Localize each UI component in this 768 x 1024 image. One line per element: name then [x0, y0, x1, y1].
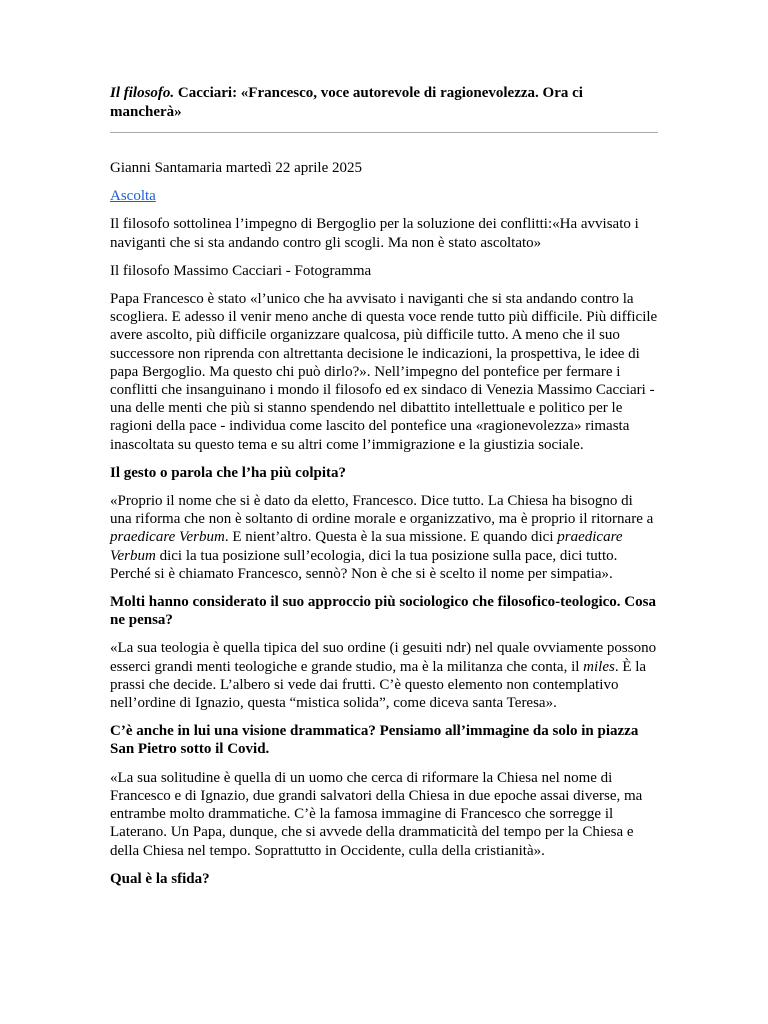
answer-1-text: «Proprio il nome che si è dato da eletto, Francesco. Dice tutto. La Chiesa ha bisogno di una riforma che non è soltanto di ordine morale e organizzativo, ma è proprio il ritornare a — [110, 493, 654, 528]
byline: Gianni Santamaria martedì 22 aprile 2025 — [110, 160, 363, 176]
photo-caption: Il filosofo Massimo Cacciari - Fotogramma — [110, 262, 372, 279]
question-1: Il gesto o parola che l’ha più colpita? — [110, 464, 346, 481]
intro-paragraph: Papa Francesco è stato «l’unico che ha avvisato i naviganti che si sta andando contro la scogliera. E adesso il venir meno anche di questa voce rende tutto più difficile. Più difficile avere ascolto, più difficile organizzare qualcosa, più difficile tutto. A meno che il suo successore non riprenda con altrettanta decisione le indicazioni, la prospettiva, le idee di papa Bergoglio. Ma questo chi può dirlo?». Nell’impegno del pontefice per fermare i conflitti che insanguinano i mondo il filosofo ed ex sindaco di Venezia Massimo Cacciari - una delle menti che più si stanno spendendo nel dibattito intellettuale e politico per le ragioni della pace - individua come lascito del pontefice una «ragionevolezza» rimasta inascoltata su questo tema e su altri come l’immigrazione e la giustizia sociale. — [110, 291, 658, 453]
answer-1 — [110, 492, 658, 583]
question-4: Qual è la sfida? — [110, 870, 210, 887]
article — [110, 84, 658, 888]
answer-2 — [110, 639, 658, 712]
answer-1-text: . E nient’altro. Questa è la sua missione. E quando dici — [224, 529, 558, 546]
title-kicker: Il filosofo. — [110, 85, 175, 101]
summary: Il filosofo sottolinea l’impegno di Bergoglio per la soluzione dei conflitti:«Ha avvisato i naviganti che si sta andando contro gli scogli. Ma non è stato ascoltato» — [110, 216, 639, 251]
answer-2-text: «La sua teologia è quella tipica del suo ordine (i gesuiti ndr) nel quale ovviamente possono esserci grandi menti teologiche e grande studio, ma è la militanza che conta, il — [110, 640, 657, 675]
question-3: C’è anche in lui una visione drammatica? Pensiamo all’immagine da solo in piazza San Pietro sotto il Covid. — [110, 723, 639, 758]
answer-3: «La sua solitudine è quella di un uomo che cerca di riformare la Chiesa nel nome di Francesco e di Ignazio, due grandi salvatori della Chiesa in due epoche assai diverse, ma entrambe molto drammatiche. C’è la famosa immagine di Francesco che sorregge il Laterano. Un Papa, dunque, che si avvede della drammaticità del tempo per la Chiesa e della Chiesa nel tempo. Soprattutto in Occidente, culla della cristianità». — [110, 769, 643, 859]
answer-1-text: dici la tua posizione sull’ecologia, dici la tua posizione sulla pace, dici tutto. Perché si è chiamato Francesco, sennò? Non è che si è scelto il nome per simpatia». — [110, 547, 618, 582]
answer-2-emphasis: miles — [583, 658, 615, 675]
question-2: Molti hanno considerato il suo approccio più sociologico che filosofico-teologico. Cosa ne pensa? — [110, 594, 656, 629]
answer-1-emphasis: praedicare Verbum — [110, 529, 225, 546]
listen-link[interactable]: Ascolta — [110, 188, 156, 205]
article-title — [110, 84, 658, 133]
answer-1-emphasis: praedicare Verbum — [110, 529, 623, 564]
answer-2-text: . È la prassi che decide. L’albero si vede dai frutti. C’è questo elemento non contemplativo nell’ordine di Ignazio, questa “mistica solida”, come diceva santa Teresa». — [110, 658, 647, 712]
title-headline: Cacciari: «Francesco, voce autorevole di ragionevolezza. Ora ci mancherà» — [110, 85, 583, 120]
